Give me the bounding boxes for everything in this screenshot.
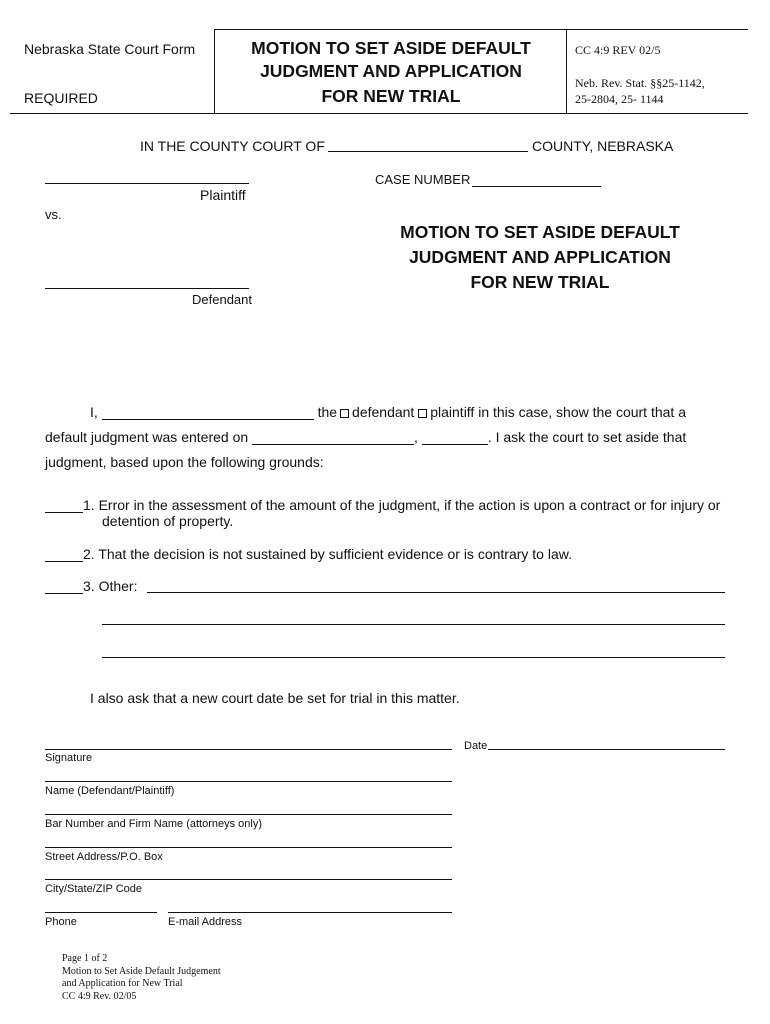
ground2-text: 2. That the decision is not sustained by sufficient evidence or is contrary to law. — [83, 546, 572, 562]
form-label: Nebraska State Court Form — [24, 41, 196, 57]
date-comma: , — [414, 429, 418, 445]
body-line1 — [90, 404, 686, 420]
footer — [62, 953, 221, 1003]
caption-title-line2: JUDGMENT AND APPLICATION — [409, 247, 671, 267]
ground1-line2: detention of property. — [102, 513, 234, 529]
phone-field[interactable] — [45, 912, 157, 913]
judgment-year-field[interactable] — [422, 430, 488, 445]
signature-field[interactable] — [45, 749, 452, 750]
street-field[interactable] — [45, 847, 452, 848]
plaintiff-option-label: plaintiff in this case, show the court that a — [430, 404, 686, 420]
footer-title1: Motion to Set Aside Default Judgement — [62, 965, 221, 977]
court-prefix: IN THE COUNTY COURT OF — [140, 138, 325, 154]
footer-form-code: CC 4:9 Rev. 02/05 — [62, 990, 137, 1002]
defendant-option-label: defendant — [352, 404, 415, 420]
ground3-blank[interactable] — [45, 579, 83, 594]
name-label: Name (Defendant/Plaintiff) — [45, 785, 175, 797]
bar-number-field[interactable] — [45, 814, 452, 815]
plaintiff-label: Plaintiff — [200, 187, 246, 203]
case-number-field[interactable] — [472, 186, 601, 187]
required-label: REQUIRED — [24, 90, 98, 106]
form-code: CC 4:9 REV 02/5 — [575, 43, 661, 57]
ground2 — [45, 546, 572, 562]
defendant-label: Defendant — [192, 292, 252, 307]
ask-text: . I ask the court to set aside that — [487, 429, 687, 445]
ground1-text: 1. Error in the assessment of the amount of the judgment, if the action is upon a contract or for injury or — [83, 497, 721, 513]
signature-label: Signature — [45, 752, 93, 764]
entered-text: default judgment was entered on — [45, 429, 249, 445]
ground2-blank[interactable] — [45, 547, 83, 562]
bar-number-label: Bar Number and Firm Name (attorneys only) — [45, 818, 263, 830]
header-title-line2: JUDGMENT AND APPLICATION — [260, 61, 522, 81]
the-label: the — [317, 404, 338, 420]
phone-label: Phone — [45, 916, 77, 928]
i-label: I, — [90, 404, 98, 420]
ground3 — [45, 578, 137, 594]
statute-line1: Neb. Rev. Stat. §§25-1142, — [575, 76, 705, 90]
other-field-line3[interactable] — [102, 657, 725, 658]
name-line-field[interactable] — [45, 781, 452, 782]
other-field-line1[interactable] — [147, 592, 725, 593]
header-top-rule — [214, 29, 748, 30]
court-suffix: COUNTY, NEBRASKA — [532, 138, 674, 154]
caption-title-line3: FOR NEW TRIAL — [470, 272, 610, 292]
new-trial-text: I also ask that a new court date be set for trial in this matter. — [90, 690, 460, 706]
footer-page: Page 1 of 2 — [62, 953, 108, 964]
statute-line2: 25-2804, 25- 1144 — [575, 92, 664, 106]
grounds-text: judgment, based upon the following grounds: — [45, 454, 324, 470]
header-title-line1: MOTION TO SET ASIDE DEFAULT — [251, 38, 531, 58]
street-label: Street Address/P.O. Box — [45, 851, 163, 863]
statute-ref — [575, 75, 705, 107]
ground1-blank[interactable] — [45, 498, 83, 513]
ground3-text: 3. Other: — [83, 578, 138, 594]
date-label: Date — [464, 740, 488, 752]
ground1 — [45, 497, 720, 513]
city-field[interactable] — [45, 879, 452, 880]
case-number-label: CASE NUMBER — [375, 172, 471, 187]
email-label: E-mail Address — [168, 916, 242, 928]
plaintiff-field[interactable] — [45, 183, 249, 184]
header-bottom-rule — [10, 113, 748, 114]
caption-title-line1: MOTION TO SET ASIDE DEFAULT — [400, 222, 680, 242]
header-title — [215, 37, 567, 108]
header-title-line3: FOR NEW TRIAL — [321, 86, 461, 106]
defendant-field[interactable] — [45, 288, 249, 289]
other-field-line2[interactable] — [102, 624, 725, 625]
city-label: City/State/ZIP Code — [45, 883, 143, 895]
vs-label: vs. — [45, 207, 62, 222]
date-field[interactable] — [488, 749, 725, 750]
caption-title — [380, 220, 700, 295]
plaintiff-checkbox[interactable] — [418, 409, 427, 418]
email-field[interactable] — [168, 912, 452, 913]
name-field[interactable] — [102, 405, 314, 420]
body-line2 — [45, 429, 686, 445]
defendant-checkbox[interactable] — [340, 409, 349, 418]
footer-title2: and Application for New Trial — [62, 978, 183, 989]
judgment-date-field[interactable] — [252, 430, 414, 445]
county-field[interactable] — [328, 151, 528, 152]
